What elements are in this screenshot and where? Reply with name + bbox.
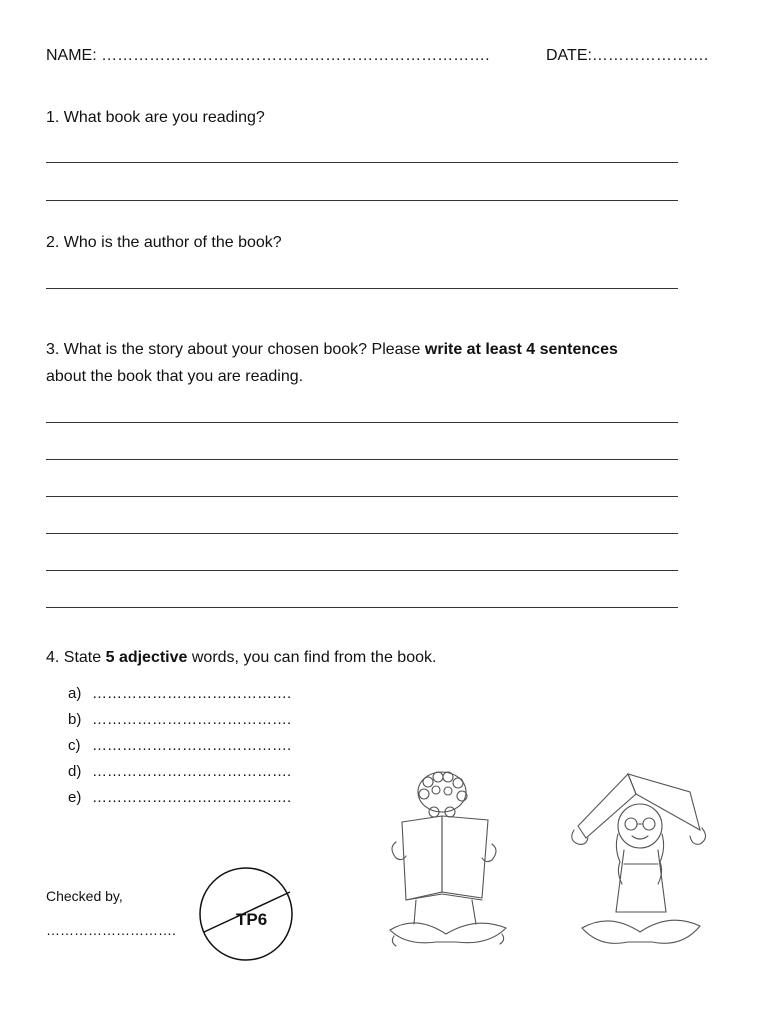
question-3 [46,340,618,360]
girl-reading-illustration [566,764,716,964]
option-letter: a) [68,685,82,702]
answer-line-3e[interactable] [46,570,678,571]
question-4 [46,648,436,668]
name-field-label: NAME: ………………………………………………………………. [46,47,490,64]
date-field-label: DATE:…………………. [546,47,709,64]
answer-line-3d[interactable] [46,533,678,534]
checked-by-signature-line: ………………………. [46,922,176,938]
answer-line-3b[interactable] [46,459,678,460]
option-dots: …………………………………. [92,763,292,780]
answer-line-1a[interactable] [46,162,678,163]
question-4-suffix: words, you can find from the book. [187,649,437,666]
answer-line-1b[interactable] [46,200,678,201]
question-4-prefix: 4. State [46,649,106,666]
option-letter: e) [68,789,82,806]
question-4-emphasis: 5 adjective [105,649,188,666]
checked-by-label: Checked by, [46,888,123,904]
option-b[interactable] [68,710,291,730]
option-letter: b) [68,711,82,728]
answer-line-3f[interactable] [46,607,678,608]
option-dots: …………………………………. [92,685,292,702]
question-1: 1. What book are you reading? [46,109,265,126]
option-e[interactable] [68,788,291,808]
option-letter: c) [68,737,81,754]
stamp-text: TP6 [236,910,268,929]
option-letter: d) [68,763,82,780]
answer-line-2[interactable] [46,288,678,289]
option-dots: …………………………………. [92,789,292,806]
option-d[interactable] [68,762,291,782]
question-2: 2. Who is the author of the book? [46,234,282,251]
answer-line-3c[interactable] [46,496,678,497]
option-c[interactable] [68,736,291,756]
answer-line-3a[interactable] [46,422,678,423]
option-a[interactable] [68,684,291,704]
boy-reading-illustration [376,764,526,964]
option-dots: …………………………………. [92,737,292,754]
question-3-prefix: 3. What is the story about your chosen book? Please [46,341,425,358]
option-dots: …………………………………. [92,711,292,728]
question-3-line-2: about the book that you are reading. [46,368,304,385]
question-3-emphasis: write at least 4 sentences [424,341,618,358]
